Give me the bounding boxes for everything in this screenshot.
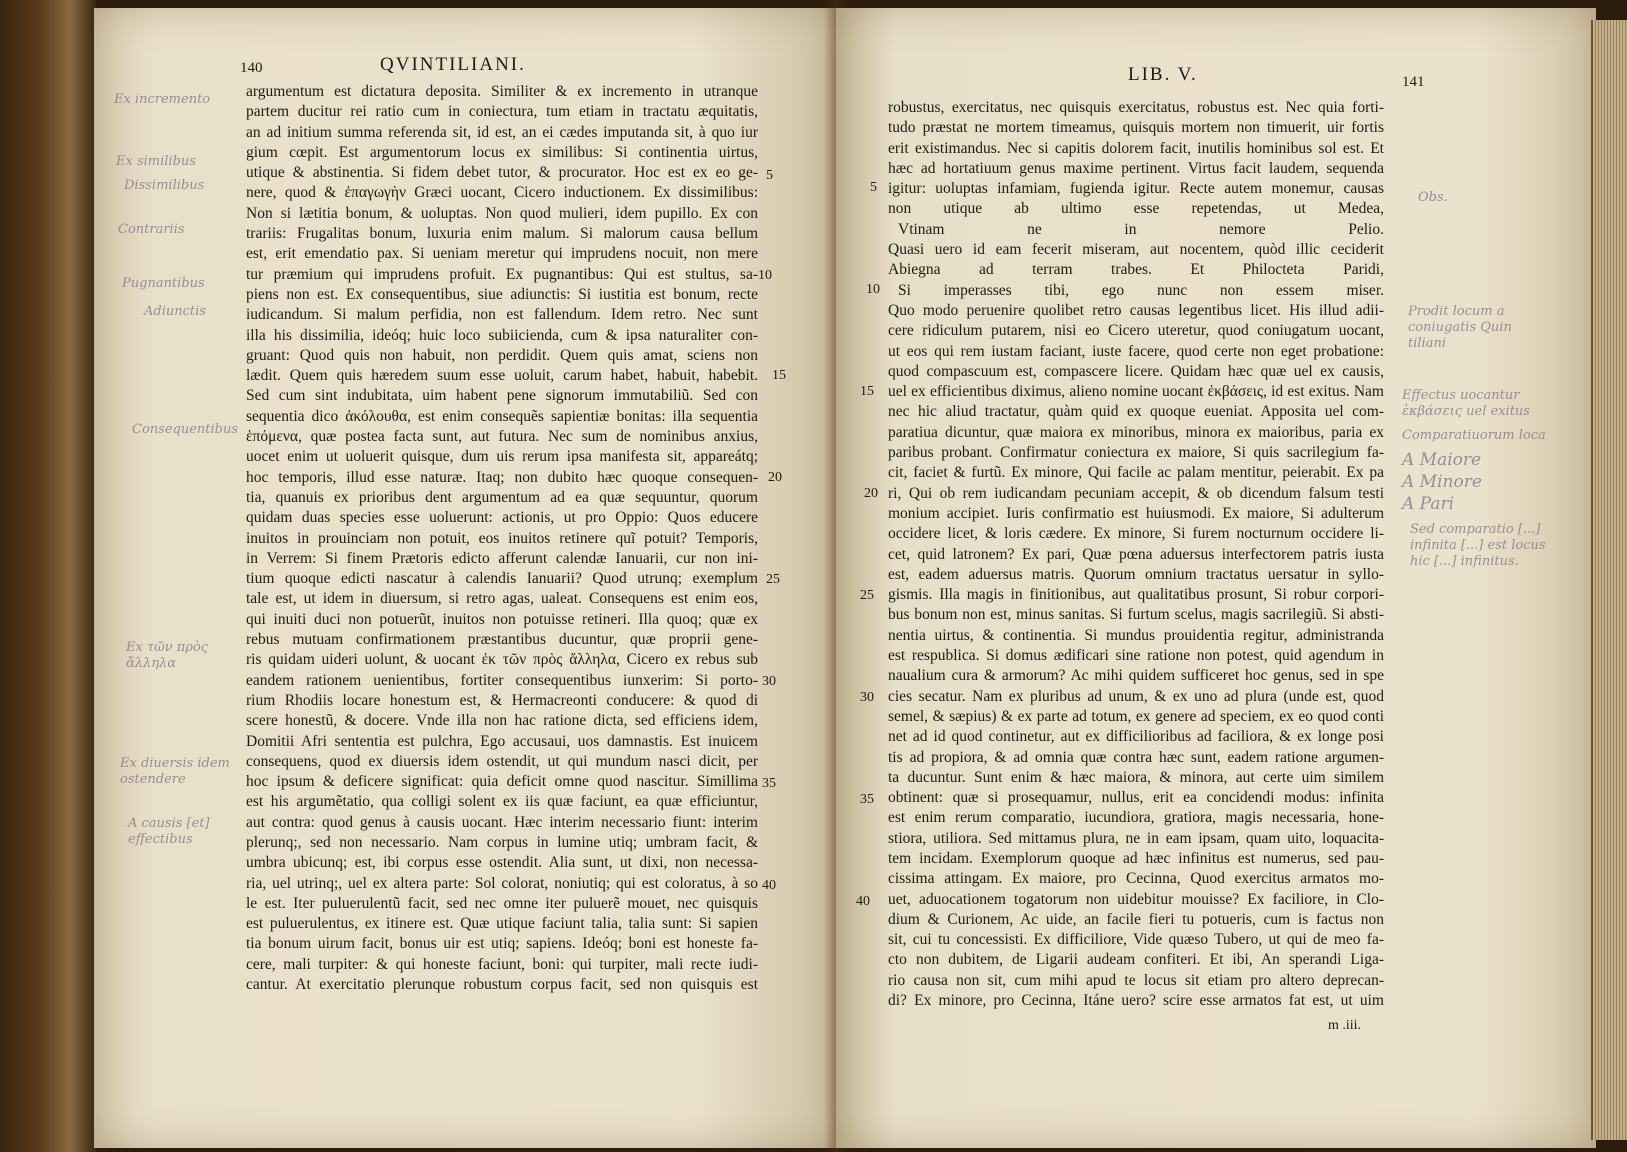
marginal-note: Obs.	[1418, 190, 1448, 205]
line-number: 15	[860, 384, 874, 399]
line-number: 20	[864, 486, 878, 501]
text-line: est, erit emendatio pax. Si ueniam meretur qui imprudens nocuit, non mere	[246, 245, 758, 263]
text-line: hoc ipsum & deficere significat: quia deficit omne quod nascitur. Simillima	[246, 773, 758, 791]
text-line: tis ad propiora, & ad omnia quæ contra hæc sunt, eadem ratione argumen-	[888, 748, 1384, 766]
text-line: paribus probant. Confirmatur coniectura ex maiore, Si quis sacrilegium fa-	[888, 444, 1384, 462]
page-edges	[1591, 20, 1627, 1140]
marginal-note: A Maiore	[1402, 450, 1482, 470]
text-line: partem ducitur rei ratio cum in coniectura, tum etiam in tractatu æquitatis,	[246, 103, 758, 121]
line-number: 40	[856, 894, 870, 909]
text-line: umbra ubicunq; est, ibi corpus esse ostendit. Alia sunt, ut dixi, non necessa-	[246, 854, 758, 872]
text-line: cissima attingam. Ex maiore, pro Cecinna, Quod exercitus armatos mo-	[888, 870, 1384, 888]
text-line: di? Ex minore, pro Cecinna, Itáne uero? scire esse armatos fat est, ut uim	[888, 992, 1384, 1010]
text-line: Quo modo peruenire quolibet retro causas legentibus licet. His illud adii-	[888, 301, 1384, 319]
text-line: uel ex efficientibus diximus, alieno nomine uocant ἐκβάσεις, id est exitus. Nam	[888, 383, 1384, 401]
line-number: 25	[860, 588, 874, 603]
text-line: iudicandum. Si malum perfidia, non est fallendum. Idem retro. Nec sunt	[246, 306, 758, 324]
text-line: uet, aduocationem togatorum non uidebitur mouisse? Ex faciliore, in Clo-	[888, 890, 1384, 908]
text-line: rebus mutuam confirmationem præstantibus ducuntur, quæ proprii gene-	[246, 631, 758, 649]
line-number: 20	[768, 470, 782, 485]
marginal-note: Effectus uocantur ἐκβάσεις uel exitus	[1402, 388, 1530, 419]
text-line: ri, Qui ob rem iudicandam pecuniam accepit, & ob dicendum falsum testi	[888, 484, 1384, 502]
text-line: occidere licet, & loris cædere. Ex minore, Si furem nocturnum occidere li-	[888, 525, 1384, 543]
text-line: semel, & sæpius) & ex parte ad totum, ex genere ad speciem, ex eo quod conti	[888, 707, 1384, 725]
marginal-note: Ex similibus	[116, 154, 196, 169]
running-header-left: QVINTILIANI.	[380, 54, 526, 75]
line-number: 10	[758, 268, 772, 283]
text-line: argumentum est dictatura deposita. Similiter & ex incremento in utranque	[246, 83, 758, 100]
text-line: est respublica. Si domus ædificari sine ratione non potest, quid agendum in	[888, 647, 1384, 665]
text-line: le est. Iter puluerulentũ facit, sed nec omne iter puluerẽ mouet, nec quisquis	[246, 894, 758, 912]
text-line: piens non est. Ex consequentibus, siue adiunctis: Si iustitia est bonum, recte	[246, 285, 758, 303]
text-line: tium quoque edicti nascatur à calendis Ianuarii? Quod utrunq; exemplum	[246, 570, 758, 588]
text-line: hoc temporis, illud esse naturæ. Itaq; non dubito hæc quoque consequen-	[246, 468, 758, 486]
text-line: tia, quanuis ex prioribus dent argumentum ad ea quæ sequuntur, quorum	[246, 488, 758, 506]
text-line: Quasi uero id eam fecerit miseram, aut nocentem, quòd illic ceciderit	[888, 241, 1384, 259]
text-line: cantur. At exercitatio plerunque robustum corpus facit, sed non quisquis est	[246, 976, 758, 994]
text-line: est his argumẽtatio, qua colligi solent ex iis quæ faciunt, ea quæ efficiuntur,	[246, 793, 758, 811]
text-line: monium accipiet. Iuris confirmatio est huiusmodi. Ex maiore, Si adulterum	[888, 504, 1384, 522]
text-line: cere, mali turpiter: & qui honeste faciunt, boni: qui turpiter, mali recte iudi-	[246, 955, 758, 973]
text-line: trariis: Frugalitas bonum, luxuria enim malum. Si malorum causa bellum	[246, 225, 758, 243]
marginal-note: A Minore	[1402, 472, 1482, 492]
text-line: Domitii Afri sententia est pulchra, Ego accusaui, uos damnastis. Est inuicem	[246, 732, 758, 750]
line-number: 30	[762, 674, 776, 689]
text-line: cies secatur. Nam ex pluribus ad unum, & ex uno ad plura (unde est, quod	[888, 687, 1384, 705]
marginal-note: Pugnantibus	[122, 276, 205, 291]
marginal-note: Comparatiuorum loca	[1402, 428, 1546, 443]
text-line: nentia uirtus, & continentia. Si mundus prouidentia regitur, administranda	[888, 626, 1384, 644]
text-line: uocet enim ut uoluerit quisque, dum uis rerum ipsa manifesta sit, appareátq;	[246, 448, 758, 466]
text-line: scere honestũ, & docere. Vnde illa non hac ratione dicta, sed efficiens idem,	[246, 712, 758, 730]
line-number: 35	[860, 792, 874, 807]
text-line: ta ducuntur. Sunt enim & hæc maiora, & minora, aut certe uim similem	[888, 768, 1384, 786]
text-line: paratiua dicuntur, quæ maiora ex minoribus, minora ex maioribus, paria ex	[888, 423, 1384, 441]
text-line: est, eadem aduersus matris. Quorum omnium tractatus uersatur in syllo-	[888, 565, 1384, 583]
text-line: cere ridiculum putarem, nisi eo Cicero uteretur, quod coniugatum uocant,	[888, 322, 1384, 340]
text-line: nere, quod & ἐπαγωγὴν Græci uocant, Cicero inductionem. Ex dissimilibus:	[246, 184, 758, 202]
text-line: lædit. Quem quis hæredem suum esse uoluit, carum habet, habuit, habebit.	[246, 367, 758, 385]
line-number: 5	[766, 168, 773, 183]
text-line: aut contra: quod genus à causis uocant. Hæc interim necessario fiunt: interim	[246, 813, 758, 831]
text-line: gium cœpit. Est argumentorum locus ex similibus: Si continentia uirtus,	[246, 143, 758, 161]
text-line: Abiegna ad terram trabes. Et Philocteta Paridi,	[888, 261, 1384, 279]
marginal-note: Ex τῶν πρὸς ἄλληλα	[126, 640, 209, 671]
text-line: tale est, ut idem in diuersum, si retro agas, ualeat. Consequens est enim eos,	[246, 590, 758, 608]
line-number: 10	[866, 282, 880, 297]
text-line: sequentia dico ἀκόλουθα, est enim consequẽs sapientiæ bonitas: illa sequentia	[246, 407, 758, 425]
text-line: est enim rerum comparatio, iucundiora, gratiora, magis necessaria, hone-	[888, 809, 1384, 827]
marginal-note: A causis [et] effectibus	[128, 816, 210, 847]
text-line: stiora, utiliora. Sed mittamus plura, ne in eam ipsam, quam uito, loquacita-	[888, 829, 1384, 847]
line-number: 35	[762, 776, 776, 791]
text-line: net ad id quod continetur, aut ex difficilioribus ad faciliora, & ex longe posi	[888, 728, 1384, 746]
text-line: qui inuiti duci non potuerũt, inuitos non potuisse retineri. Illa quoq; quæ ex	[246, 610, 758, 628]
text-line: naualium cura & armorum? Ac mihi quidem sufficeret hoc genus, sed in spe	[888, 667, 1384, 685]
text-line: illa his dissimilia, ideóq; huic loco subiicienda, cum & ipsa naturaliter con-	[246, 326, 758, 344]
marginal-note: Contrariis	[118, 222, 185, 237]
text-line: quidam duas species esse uoluerunt: actionis, ut pro Oppio: Quos educere	[246, 509, 758, 527]
line-number: 25	[766, 572, 780, 587]
right-page	[836, 8, 1596, 1148]
text-line: utique & abstinentia. Si fidem debet tutor, & procurator. Hoc est ex eo ge-	[246, 164, 758, 182]
marginal-note: Ex incremento	[114, 92, 211, 107]
marginal-note: Sed comparatio [...] infinita [...] est locus hic [...] infinitus.	[1410, 522, 1546, 569]
text-line: an ad initium summa referenda sit, id est, an ei cædes imputanda sit, à quo iur	[246, 123, 758, 141]
marginal-note: Consequentibus	[132, 422, 239, 437]
text-line: gruant: Quod quis non habuit, non perdidit. Quem quis amat, sciens non	[246, 346, 758, 364]
text-line: gismis. Illa magis in finitionibus, aut qualitatibus prosunt, Si robur corpori-	[888, 586, 1384, 604]
text-line: ris quidam uideri uolunt, & uocant ἐκ τῶν πρὸς ἄλληλα, Cicero ex rebus sub	[246, 651, 758, 669]
page-number-right: 141	[1402, 74, 1425, 90]
text-line: sit, cui tu concessisti. Ex difficiliore, Vide quæso Tubero, ut qui de meo fa-	[888, 931, 1384, 949]
text-line: cet, quid latronem? Ex pari, Quæ pœna aduersus interfectorem patris iusta	[888, 545, 1384, 563]
marginal-note: A Pari	[1402, 494, 1455, 514]
text-line: igitur: uoluptas infamiam, fugienda igitur. Recte autem monemur, causas	[888, 180, 1384, 198]
line-number: 30	[860, 690, 874, 705]
text-line: nec hic aliud tractatur, quàm quid ex quoque eueniat. Apposita uel com-	[888, 403, 1384, 421]
marginal-note: Adiunctis	[144, 304, 206, 319]
text-line: tudo præstat ne mortem timeamus, quisquis mortem non timuerit, uir fortis	[888, 119, 1384, 137]
text-line: Sed cum sint indubitata, uim habent pene signorum immutabiliũ. Sed con	[246, 387, 758, 405]
line-number: 15	[772, 368, 786, 383]
text-line: consequens, quod ex diuersis idem ostendit, ut qui mundum nasci dicit, per	[246, 752, 758, 770]
text-line: est puluerulentus, ex itinere est. Quæ utique faciunt talia, talia sunt: Si sapien	[246, 915, 758, 933]
running-header-right: LIB. V.	[1128, 64, 1198, 85]
text-line: plerunq;, sed non necessario. Nam corpus in lumine utiq; umbram facit, &	[246, 833, 758, 851]
text-line: tia bonum uirum facit, bonus uir est utiq; sapiens. Ideóq; boni est honeste fa-	[246, 935, 758, 953]
text-line: eandem rationem uenientibus, fortiter consequentibus iunxerim: Si porto-	[246, 671, 758, 689]
text-line: Non si lætitia bonum, & uoluptas. Non quod mulieri, idem pupillo. Ex con	[246, 204, 758, 222]
text-line: tur præmium qui imprudens profuit. Ex pugnantibus: Qui est stultus, sa-	[246, 265, 758, 283]
text-line: Vtinam ne in nemore Pelio.	[898, 220, 1384, 238]
text-line: cto non dubitem, de Ligarii audeam confiteri. Et ibi, An sperandi Liga-	[888, 951, 1384, 969]
text-line: cit, faciet & furtũ. Ex minore, Qui facile ac palam mentitur, peierabit. Ex pa	[888, 464, 1384, 482]
text-line: hæc ad hortatiuum genus maxime pertinent. Virtus facit laudem, sequenda	[888, 159, 1384, 177]
marginal-note: Dissimilibus	[124, 178, 205, 193]
left-text-column	[246, 82, 758, 995]
text-line: inuitos in prouinciam non potuit, eos inuitos retinere quĩ potuit? Temporis,	[246, 529, 758, 547]
text-line: Si imperasses tibi, ego nunc non essem miser.	[898, 281, 1384, 299]
marginal-note: Ex diuersis idem ostendere	[120, 756, 230, 787]
marginal-note: Prodit locum a coniugatis Quin tiliani	[1408, 304, 1512, 351]
text-line: in Verrem: Si finem Prætoris edicto afferunt calendæ Ianuarii, cur non ini-	[246, 549, 758, 567]
text-line: rium Rhodiis locare honestum est, & Hermacreonti conducere: & quod di	[246, 691, 758, 709]
text-line: ἑπόμενα, quæ postea facta sunt, aut futura. Nec sum de nominibus anxius,	[246, 428, 758, 446]
text-line: erit existimandus. Nec si capitis dolorem facit, inutilis hominibus sol est. Et	[888, 139, 1384, 157]
right-text-column	[888, 98, 1384, 1011]
text-line: ut eos qui rem iustam faciant, iuste facere, quod certe non eget probatione:	[888, 342, 1384, 360]
text-line: tem incidam. Exemplorum quoque ad hæc infinitus est numerus, sed pau-	[888, 849, 1384, 867]
text-line: bus bonum non est, minus sanitas. Si furtum scelus, magis sacrilegiũ. Si absti-	[888, 606, 1384, 624]
text-line: quod compascuum est, compascere licere. Quidam hæc quæ uel ex causis,	[888, 362, 1384, 380]
text-line: non utique ab ultimo esse repetendas, ut Medea,	[888, 200, 1384, 218]
line-number: 5	[870, 180, 877, 195]
line-number: 40	[762, 878, 776, 893]
text-line: robustus, exercitatus, nec quisquis exercitatus, robustus est. Nec quia forti-	[888, 99, 1384, 116]
left-page	[94, 8, 836, 1148]
text-line: ria, uel utrinq;, uel ex altera parte: Sol colorat, noniutiq; qui est coloratus, à so	[246, 874, 758, 892]
page-number-left: 140	[240, 60, 263, 76]
text-line: dium & Curionem, Ac uide, an facile fieri tu potueris, cum is factus non	[888, 910, 1384, 928]
text-line: rio causa non sit, cum mihi apud te locus sit etiam pro altero deprecan-	[888, 971, 1384, 989]
signature-mark: m .iii.	[1328, 1018, 1362, 1033]
text-line: obtinent: quæ si prosequamur, nullus, erit ea concidendi modus: infinita	[888, 789, 1384, 807]
